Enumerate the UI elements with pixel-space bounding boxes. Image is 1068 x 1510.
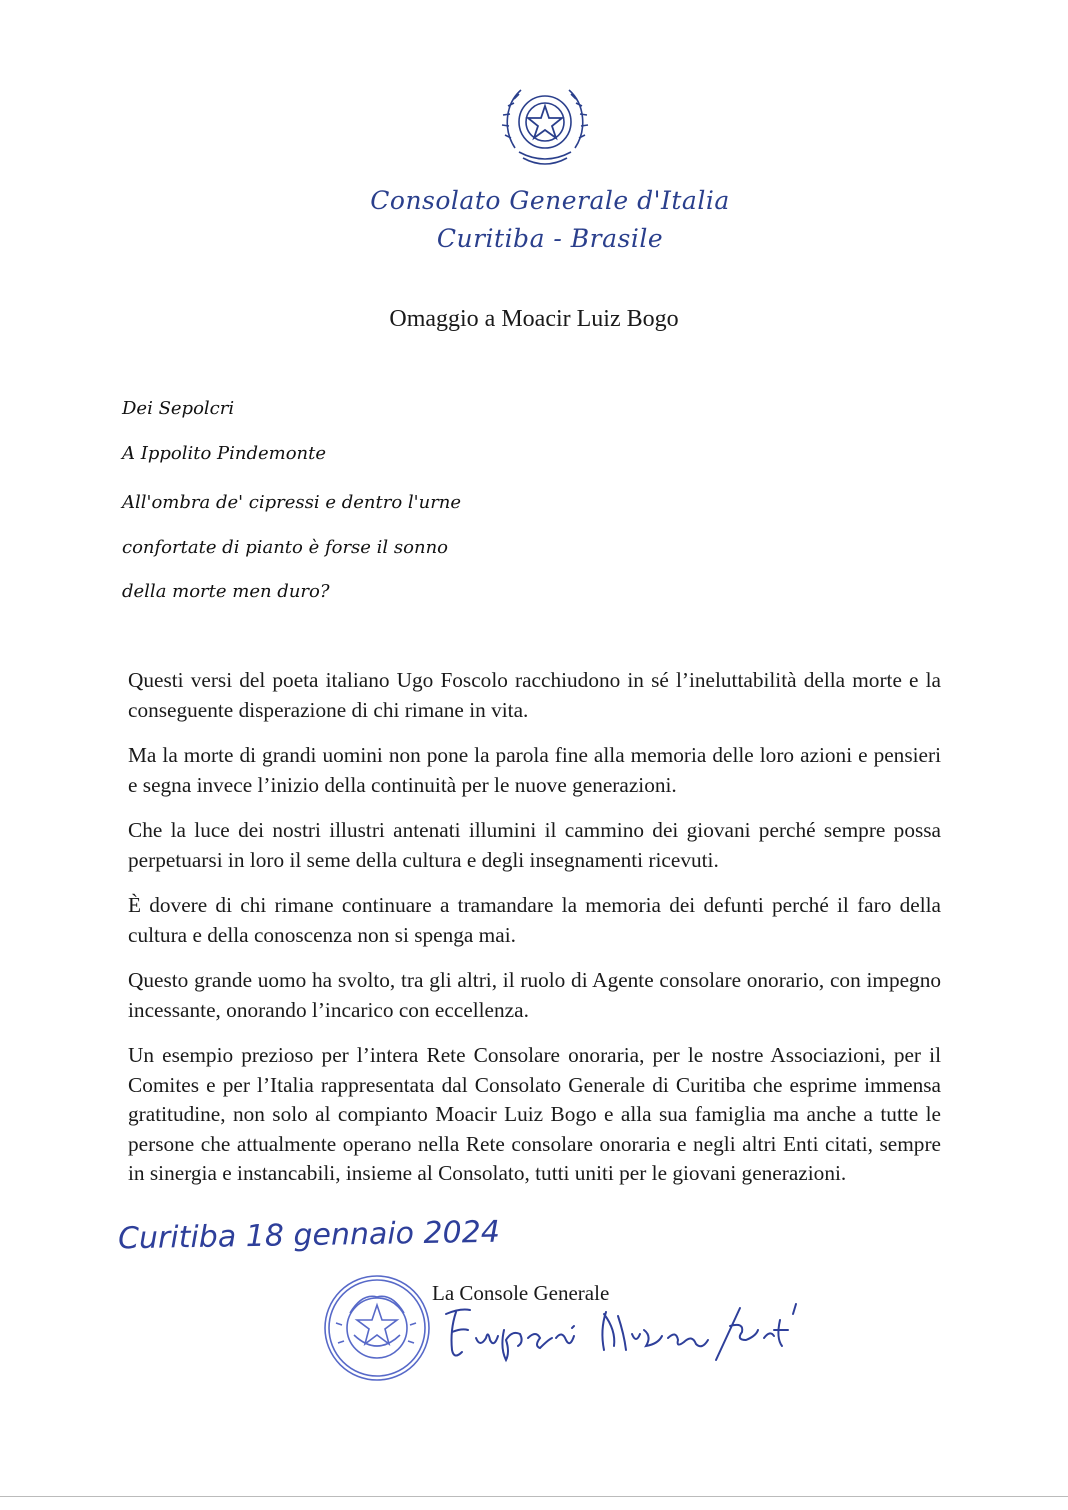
poem-line: A Ippolito Pindemonte bbox=[122, 443, 327, 464]
handwritten-signature-icon bbox=[440, 1300, 840, 1364]
letterhead-location: Curitiba - Brasile bbox=[436, 224, 664, 253]
body-paragraph: Questi versi del poeta italiano Ugo Foscolo racchiudono in sé l’ineluttabilità della morte e la conseguente disperazione di chi rimane in vita. bbox=[128, 668, 941, 722]
page-bottom-edge bbox=[0, 1496, 1068, 1497]
page-title: Omaggio a Moacir Luiz Bogo bbox=[389, 306, 679, 332]
body-paragraph: Un esempio prezioso per l’intera Rete Consolare onoraria, per le nostre Associazioni, per il Comites e per l’Italia rappresentata dal Consolato Generale di Curitiba che esprime immensa gratitudine, non solo al compianto Moacir Luiz Bogo e alla sua famiglia ma anche a tutte le persone che attualmente operano nella Rete consolare onoraria e negli altri Enti citati, sempre in sinergia e instancabili, insieme al Consolato, tutti uniti per le giovani generazioni. bbox=[128, 1043, 941, 1185]
body-paragraph: Ma la morte di grandi uomini non pone la parola fine alla memoria delle loro azioni e pensieri e segna invece l’inizio della continuità per le nuove generazioni. bbox=[128, 743, 941, 797]
body-paragraph: Che la luce dei nostri illustri antenati illumini il cammino dei giovani perché sempre possa perpetuarsi in loro il seme della cultura e degli insegnamenti ricevuti. bbox=[128, 818, 941, 872]
letterhead-consulate-name: Consolato Generale d'Italia bbox=[370, 186, 730, 215]
italian-republic-emblem-icon bbox=[497, 78, 593, 170]
signatory-title: La Console Generale bbox=[432, 1281, 610, 1305]
poem-line: confortate di pianto è forse il sonno bbox=[122, 537, 449, 558]
poem-line: Dei Sepolcri bbox=[122, 398, 235, 419]
handwritten-date: Curitiba 18 gennaio 2024 bbox=[117, 1214, 501, 1257]
letter-body bbox=[128, 666, 941, 1205]
poem-line: della morte men duro? bbox=[122, 581, 330, 602]
body-paragraph: È dovere di chi rimane continuare a tramandare la memoria dei defunti perché il faro della cultura e della conoscenza non si spenga mai. bbox=[128, 893, 941, 947]
consulate-seal-stamp-icon bbox=[322, 1273, 432, 1383]
body-paragraph: Questo grande uomo ha svolto, tra gli altri, il ruolo di Agente consolare onorario, con impegno incessante, onorando l’incarico con eccellenza. bbox=[128, 968, 941, 1022]
poem-line: All'ombra de' cipressi e dentro l'urne bbox=[122, 492, 462, 513]
